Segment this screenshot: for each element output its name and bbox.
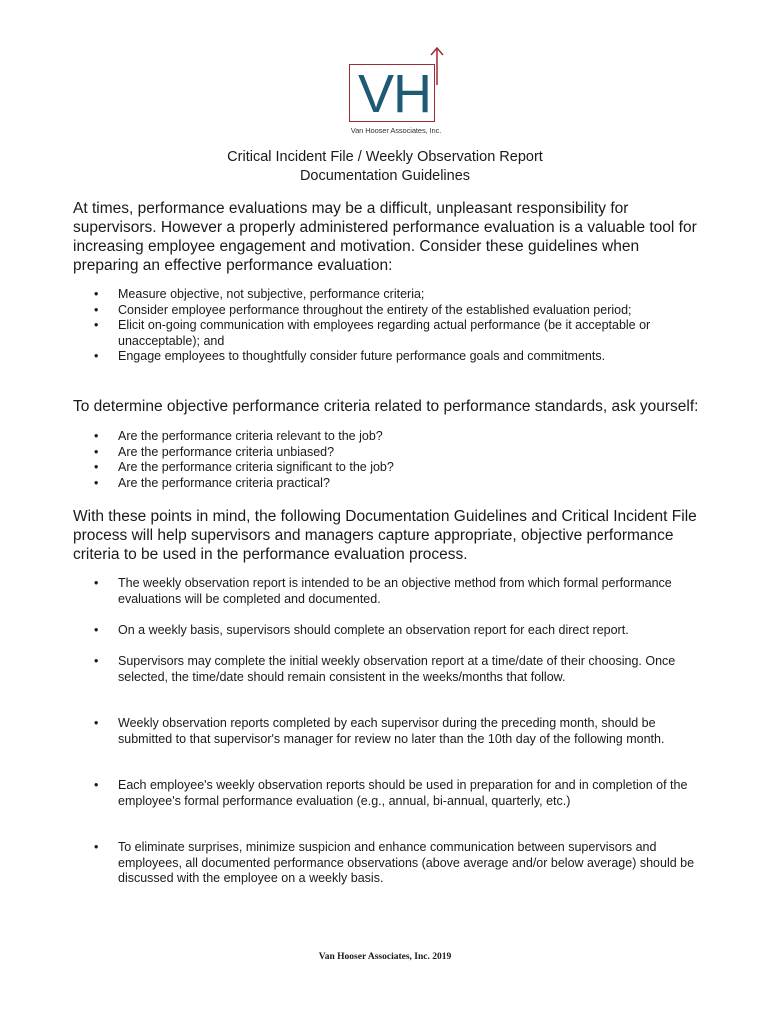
title-line-1: Critical Incident File / Weekly Observation Report bbox=[227, 149, 543, 165]
list-item: • Consider employee performance throughout the entirety of the established evaluation period; bbox=[94, 302, 632, 317]
list-item: • Are the performance criteria significant to the job? bbox=[94, 460, 394, 474]
list-item: • Engage employees to thoughtfully consider future performance goals and commitments. bbox=[94, 349, 606, 363]
list-item: • Supervisors may complete the initial weekly observation report at a time/date of their choosing. Once selected, the time/date should remain consistent in the weeks/months that follow. bbox=[94, 654, 676, 684]
logo-letters: VH bbox=[358, 64, 432, 124]
page-footer: Van Hooser Associates, Inc. 2019 bbox=[318, 952, 452, 962]
list-item: • The weekly observation report is intended to be an objective method from which formal performance evaluations will be completed and documented. bbox=[94, 576, 672, 606]
list-item: • Each employee's weekly observation reports should be used in preparation for and in completion of the employee's formal performance evaluation (e.g., annual, bi-annual, quarterly, etc.) bbox=[94, 778, 688, 808]
list-item: • Are the performance criteria unbiased? bbox=[94, 444, 335, 459]
list-item: • To eliminate surprises, minimize suspicion and enhance communication between supervisors and employees, all documented performance observations (above average and/or below average) should be discussed with the employee on a weekly basis. bbox=[94, 840, 695, 885]
list-item: • Are the performance criteria relevant to the job? bbox=[94, 429, 383, 443]
logo-caption: Van Hooser Associates, Inc. bbox=[350, 126, 442, 135]
points-intro-paragraph: With these points in mind, the following Documentation Guidelines and Critical Incident File process will help supervisors and managers capture appropriate, objective performance criteria to be used in the performance evaluation process. bbox=[73, 508, 697, 563]
list-item: • Elicit on-going communication with employees regarding actual performance (be it acceptable or unacceptable); and bbox=[94, 318, 651, 348]
list-item: • Measure objective, not subjective, performance criteria; bbox=[94, 287, 425, 301]
company-logo bbox=[346, 46, 454, 136]
list-item: • Are the performance criteria practical? bbox=[94, 475, 330, 490]
criteria-heading: To determine objective performance criteria related to performance standards, ask yourself: bbox=[73, 398, 699, 415]
title-line-2: Documentation Guidelines bbox=[299, 168, 471, 184]
list-item: • On a weekly basis, supervisors should complete an observation report for each direct report. bbox=[94, 623, 629, 637]
guidelines-list bbox=[0, 287, 698, 365]
intro-paragraph: At times, performance evaluations may be a difficult, unpleasant responsibility for supervisors. However a properly administered performance evaluation is a valuable tool for increasing employee engagement and motivation. Consider these guidelines when preparing an effective performance evaluation: bbox=[73, 200, 697, 274]
list-item: • Weekly observation reports completed by each supervisor during the preceding month, should be submitted to that supervisor's manager for review no later than the 10th day of the following month. bbox=[94, 716, 665, 746]
questions-list bbox=[0, 429, 698, 491]
up-arrow-icon bbox=[430, 46, 444, 86]
document-title bbox=[0, 148, 770, 186]
